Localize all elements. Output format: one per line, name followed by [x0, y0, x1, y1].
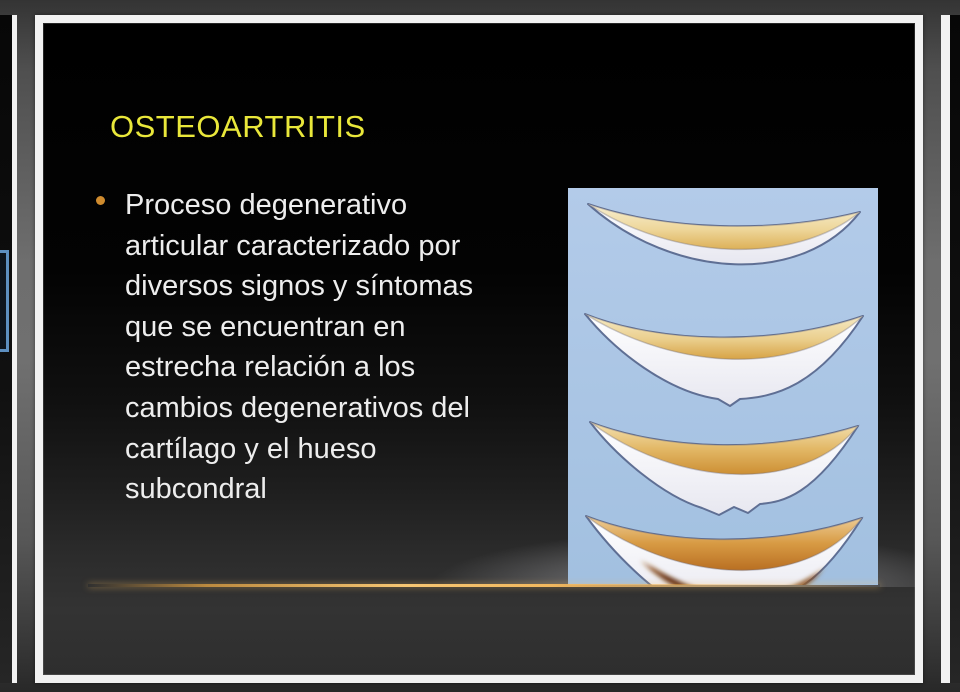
- left-slide-fragment: [0, 15, 17, 683]
- right-slide-fragment: [941, 15, 960, 683]
- bullet-line: subcondral: [125, 473, 267, 506]
- left-slide-blue-box-fragment: [0, 250, 9, 352]
- bullet-line: cartílago y el hueso: [125, 432, 377, 465]
- right-slide-fragment-body: [950, 15, 960, 683]
- bullet-line: que se encuentran en: [125, 310, 406, 343]
- osteoarthritis-stages-image: [568, 188, 878, 585]
- bullet-marker-icon: [96, 196, 105, 205]
- main-slide: [35, 15, 923, 683]
- bullet-line: Proceso degenerativo: [125, 189, 408, 221]
- bullet-line: cambios degenerativos del: [125, 391, 470, 424]
- slide-canvas: [43, 23, 915, 675]
- bullet-line: estrecha relación a los: [125, 351, 416, 384]
- bullet-line: diversos signos y síntomas: [125, 270, 474, 303]
- left-slide-fragment-body: [0, 15, 12, 683]
- bullet-line: articular caracterizado por: [125, 229, 461, 262]
- bullet-paragraph: [125, 185, 473, 510]
- slide-title: OSTEOARTRITIS: [110, 109, 366, 144]
